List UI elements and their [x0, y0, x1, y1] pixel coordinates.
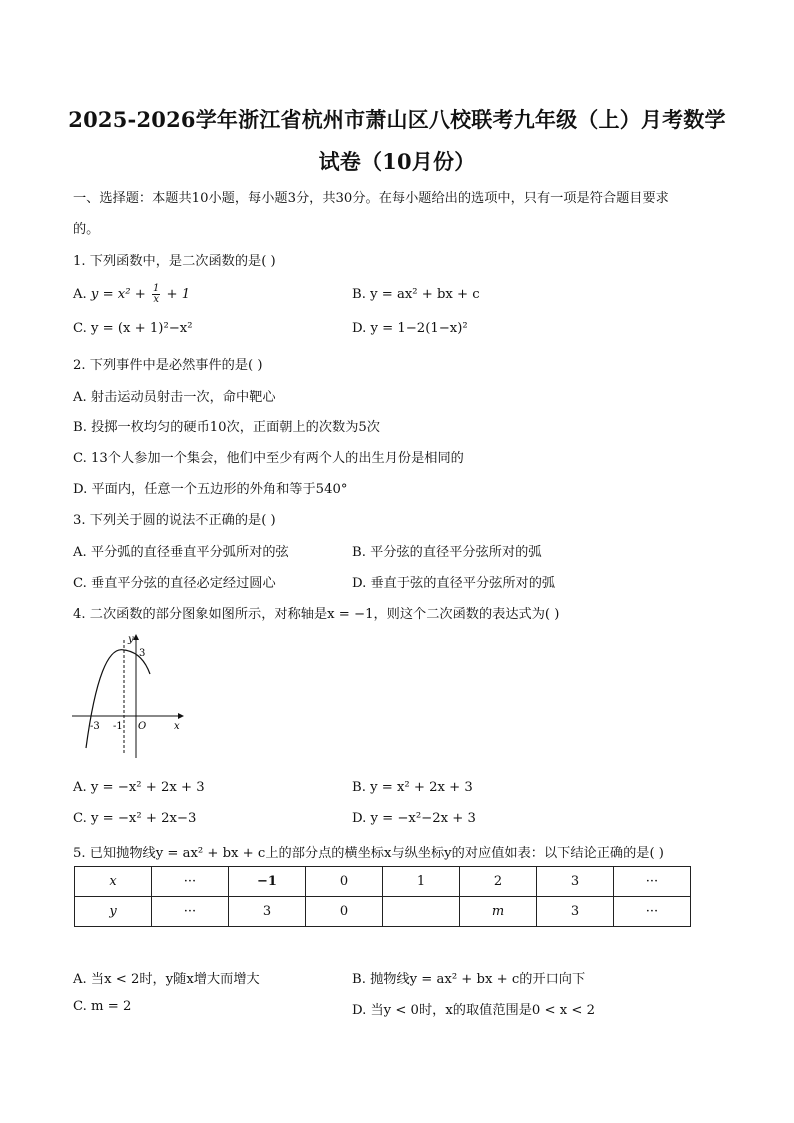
- q3-option-d: D. 垂直于弦的直径平分弦所对的弧: [352, 576, 556, 591]
- table-cell: 3: [537, 867, 614, 897]
- q1-a-fraction-num: 1: [152, 283, 160, 294]
- q3-option-c: C. 垂直平分弦的直径必定经过圆心: [73, 576, 276, 591]
- table-cell: m: [460, 897, 537, 927]
- neg3-label: -3: [90, 721, 100, 732]
- q1-option-c: C. y = (x + 1)²−x²: [73, 321, 193, 336]
- table-row-x: [75, 867, 691, 897]
- q1-a-expr-pre: y = x² +: [90, 287, 150, 302]
- q5-option-d: D. 当y < 0时，x的取值范围是0 < x < 2: [352, 1003, 595, 1018]
- section-instructions-line1: 一、选择题：本题共10小题，每小题3分，共30分。在每小题给出的选项中，只有一项是符合题目要求: [73, 191, 669, 206]
- q1-option-d: D. y = 1−2(1−x)²: [352, 321, 468, 336]
- table-cell: 0: [306, 867, 383, 897]
- q5-option-b: B. 抛物线y = ax² + bx + c的开口向下: [352, 972, 586, 987]
- q1-a-expr-post: + 1: [162, 287, 191, 302]
- q5-option-a: A. 当x < 2时，y随x增大而增大: [73, 972, 260, 987]
- table-cell: 0: [306, 897, 383, 927]
- q1-option-a: [73, 284, 190, 305]
- q1-option-b: B. y = ax² + bx + c: [352, 287, 480, 302]
- q1-a-fraction: [152, 284, 160, 305]
- q4-option-a: A. y = −x² + 2x + 3: [73, 780, 205, 795]
- x-axis-label: x: [174, 721, 180, 732]
- table-cell: 1: [383, 867, 460, 897]
- q5-option-c: C. m = 2: [73, 999, 132, 1014]
- q3-option-a: A. 平分弧的直径垂直平分弧所对的弦: [73, 545, 289, 560]
- q4-stem: 4. 二次函数的部分图象如图所示，对称轴是x = −1，则这个二次函数的表达式为( ): [73, 607, 560, 622]
- neg1-label: -1: [113, 721, 123, 732]
- q1-stem: 1. 下列函数中，是二次函数的是( ): [73, 254, 276, 269]
- parabola-curve: [86, 650, 150, 748]
- table-cell: x: [75, 867, 152, 897]
- q3-option-b: B. 平分弦的直径平分弦所对的弧: [352, 545, 542, 560]
- parabola-graph: [70, 632, 190, 760]
- q5-value-table: [74, 866, 691, 927]
- q5-stem: 5. 已知抛物线y = ax² + bx + c上的部分点的横坐标x与纵坐标y的对应值如表：以下结论正确的是( ): [73, 846, 664, 861]
- table-cell: 3: [229, 897, 306, 927]
- table-cell: 2: [460, 867, 537, 897]
- y-axis-arrow: [133, 634, 139, 640]
- q1-a-prefix: A.: [73, 287, 91, 302]
- table-cell: ···: [614, 867, 691, 897]
- table-cell: ···: [152, 897, 229, 927]
- q4-option-c: C. y = −x² + 2x−3: [73, 811, 197, 826]
- table-cell: −1: [229, 867, 306, 897]
- q3-stem: 3. 下列关于圆的说法不正确的是( ): [73, 513, 276, 528]
- q4-option-b: B. y = x² + 2x + 3: [352, 780, 473, 795]
- table-cell: [383, 897, 460, 927]
- exam-title-line1: 2025-2026学年浙江省杭州市萧山区八校联考九年级（上）月考数学: [68, 107, 726, 132]
- table-cell: ···: [152, 867, 229, 897]
- q1-a-fraction-den: x: [153, 294, 159, 305]
- q4-option-d: D. y = −x²−2x + 3: [352, 811, 476, 826]
- q2-option-c: C. 13个人参加一个集会，他们中至少有两个人的出生月份是相同的: [73, 451, 464, 466]
- x-axis-arrow: [178, 713, 184, 719]
- q2-option-b: B. 投掷一枚均匀的硬币10次，正面朝上的次数为5次: [73, 420, 380, 435]
- table-row-y: [75, 897, 691, 927]
- q2-option-a: A. 射击运动员射击一次，命中靶心: [73, 390, 276, 405]
- origin-label: O: [138, 721, 147, 732]
- table-cell: ···: [614, 897, 691, 927]
- q2-option-d: D. 平面内，任意一个五边形的外角和等于540°: [73, 482, 348, 497]
- y-intercept-label: 3: [139, 648, 146, 659]
- q2-stem: 2. 下列事件中是必然事件的是( ): [73, 358, 263, 373]
- y-axis-label: y: [128, 634, 134, 645]
- section-instructions-line2: 的。: [73, 222, 100, 237]
- table-cell: 3: [537, 897, 614, 927]
- exam-title-line2: 试卷（10月份）: [318, 149, 476, 174]
- table-cell: y: [75, 897, 152, 927]
